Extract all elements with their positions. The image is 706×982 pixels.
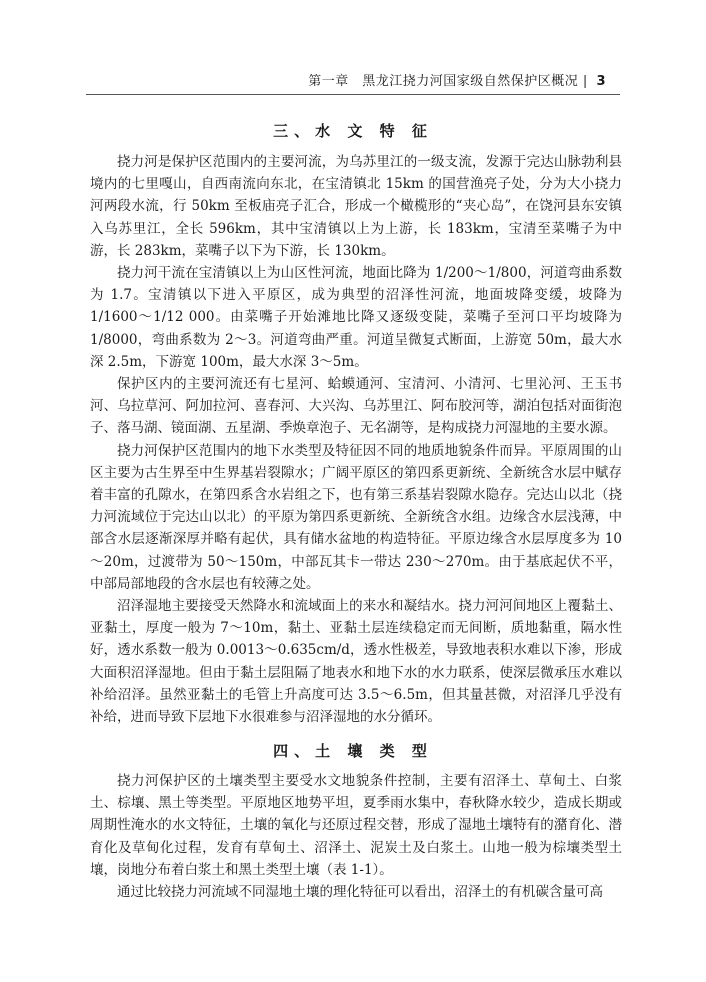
paragraph: 保护区内的主要河流还有七星河、蛤蟆通河、宝清河、小清河、七里沁河、王玉书河、乌拉草河、阿加拉河、喜春河、大兴沟、乌苏里江、阿布胶河等，湖泊包括对面街泡子、落马湖、镜面湖、五星湖、季焕章泡子、无名湖等，是构成挠力河湿地的主要水源。 xyxy=(90,376,622,437)
chapter-title: 第一章 黑龙江挠力河国家级自然保护区概况 xyxy=(308,74,579,89)
paragraph: 挠力河保护区范围内的地下水类型及特征因不同的地质地貌条件而异。平原周围的山区主要为古生界至中生界基岩裂隙水；广阔平原区的第四系更新统、全新统含水层中赋存着丰富的孔隙水，在第四系含水岩组之下，也有第三系基岩裂隙水隐存。完达山以北（挠力河流域位于完达山以北）的平原为第四系更新统、全新统含水组。边缘含水层浅薄，中部含水层逐渐深厚并略有起伏，具有储水盆地的构造特征。平原边缘含水层厚度多为 10～20m，过渡带为 50～150m，中部瓦其卡一带达 230～270m。由于基底起伏不平，中部局部地段的含水层也有较薄之处。 xyxy=(90,442,622,592)
paragraph: 挠力河保护区的土壤类型主要受水文地貌条件控制，主要有沼泽土、草甸土、白浆土、棕壤、黑土等类型。平原地区地势平坦，夏季雨水集中，春秋降水较少，造成长期或周期性淹水的水文特征，土壤的氧化与还原过程交替，形成了湿地土壤特有的潴育化、潜育化及草甸化过程，发育有草甸土、沼泽土、泥炭土及白浆土。山地一般为棕壤类型土壤，岗地分布着白浆土和黑土类型土壤（表 1-1）。 xyxy=(90,773,622,878)
section-heading-hydrology: 三、水 文 特 征 xyxy=(273,122,433,140)
paragraph: 沼泽湿地主要接受天然降水和流域面上的来水和凝结水。挠力河河间地区上覆黏土、亚黏土，厚度一般为 7～10m，黏土、亚黏土层连续稳定而无间断，质地黏重，隔水性好，透水系数一般为 0.0013～0.635cm/d，透水性极差，导致地表积水难以下渗，形成大面积沼泽湿地。但由于黏土层阻隔了地表水和地下水的水力联系，使深层微承压水难以补给沼泽。虽然亚黏土的毛管上升高度可达 3.5～6.5m，但其量甚微，对沼泽几乎没有补给，进而导致下层地下水很难参与沼泽湿地的水分循环。 xyxy=(90,598,622,726)
header-separator: | xyxy=(582,74,588,89)
section-body-soil xyxy=(90,770,622,903)
paragraph: 挠力河干流在宝清镇以上为山区性河流，地面比降为 1/200～1/800，河道弯曲系数为 1.7。宝清镇以下进入平原区，成为典型的沼泽性河流，地面坡降变缓，坡降为 1/1600～1/12 000。由菜嘴子开始滩地比降又逐级变陡，菜嘴子至河口平均坡降为 1/8000，弯曲系数为 2～3。河道弯曲严重。河道呈微复式断面，上游宽 50m，最大水深 2.5m，下游宽 100m，最大水深 3～5m。 xyxy=(90,265,622,370)
page-number: 3 xyxy=(596,74,606,89)
header-divider xyxy=(86,94,620,95)
section-body-hydrology xyxy=(90,151,622,728)
paragraph: 挠力河是保护区范围内的主要河流，为乌苏里江的一级支流，发源于完达山脉勃利县境内的七里嘎山，自西南流向东北，在宝清镇北 15km 的国营渔亮子处，分为大小挠力河两段水流，行 50km 至板庙亮子汇合，形成一个橄榄形的“夹心岛”，在饶河县东安镇入乌苏里江，全长 596km，其中宝清镇以上为上游，长 183km，宝清至菜嘴子为中游，长 283km，菜嘴子以下为下游，长 130km。 xyxy=(90,154,622,259)
paragraph: 通过比较挠力河流域不同湿地土壤的理化特征可以看出，沼泽土的有机碳含量可高 xyxy=(117,884,603,901)
running-header xyxy=(308,70,606,89)
section-heading-soil: 四、土 壤 类 型 xyxy=(273,742,433,760)
